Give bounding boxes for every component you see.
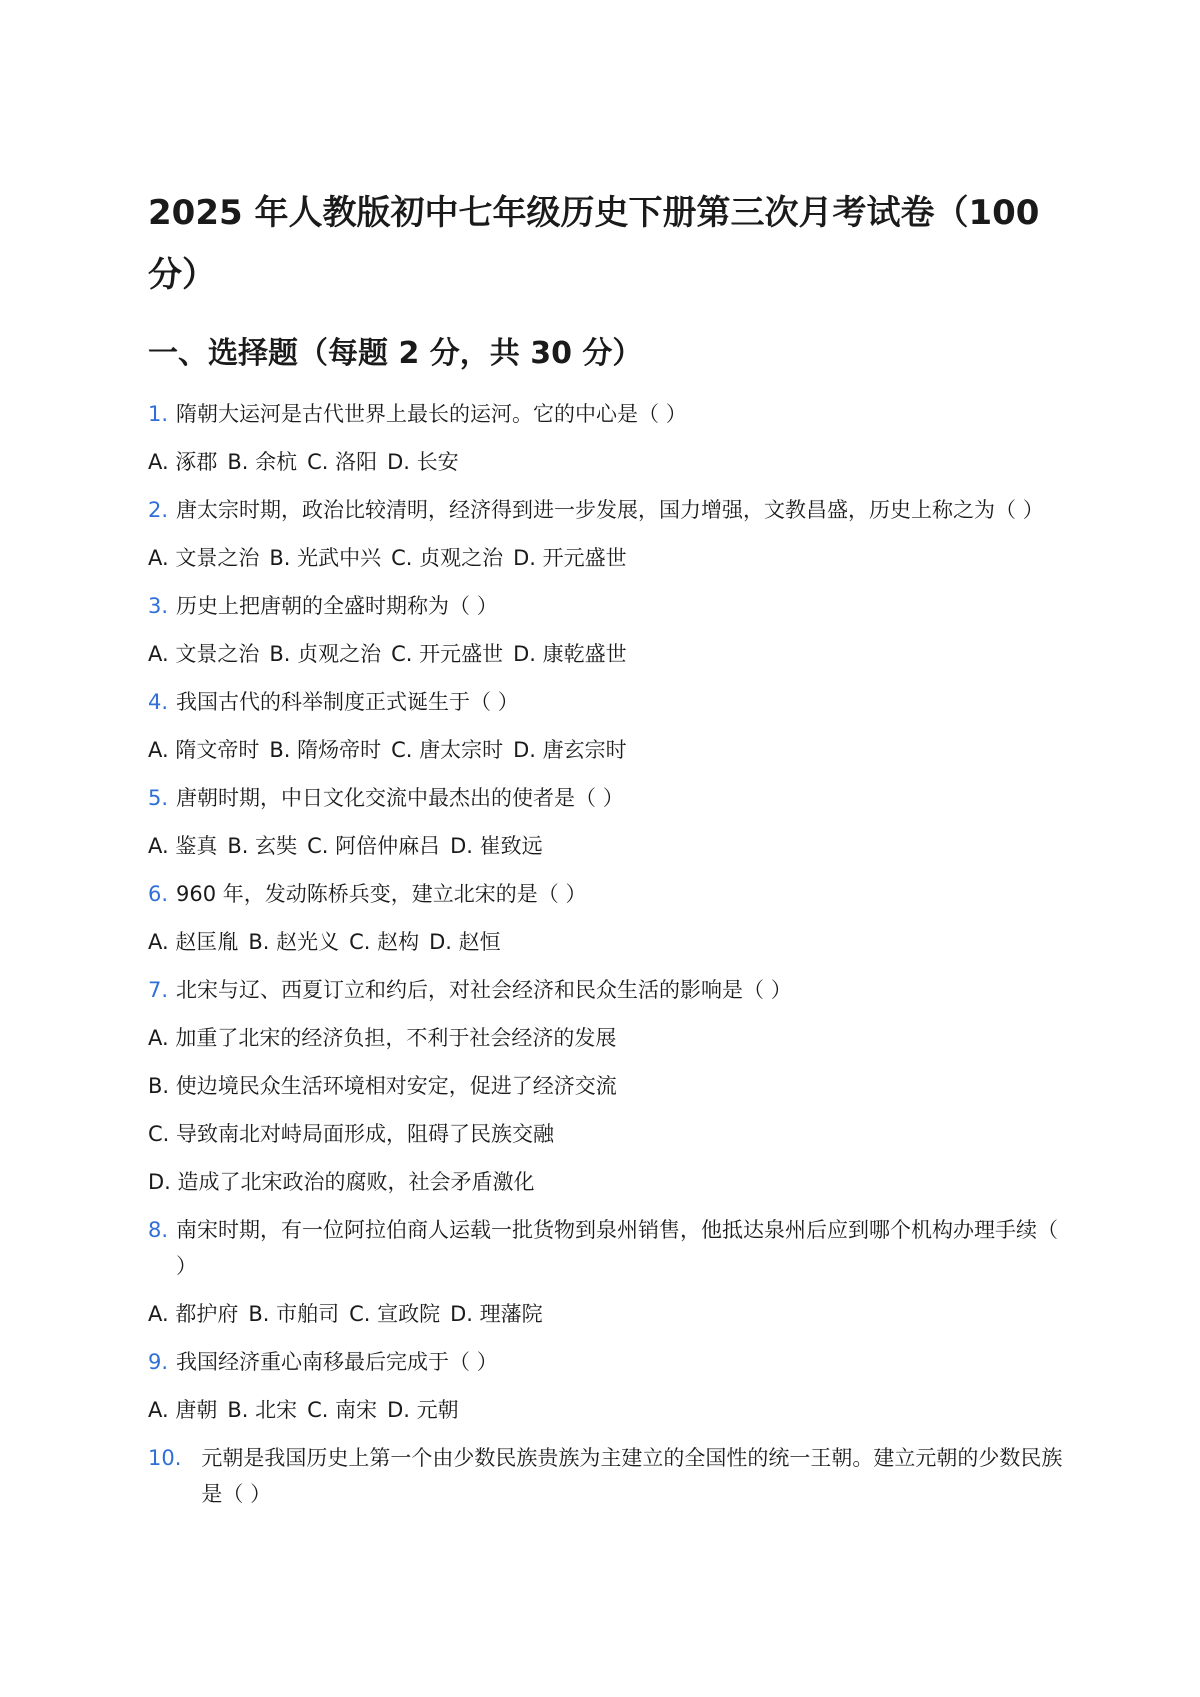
question-4-options (148, 732, 1068, 768)
option-b[interactable]: B. 光武中兴 (269, 546, 382, 570)
question-text: 唐太宗时期，政治比较清明，经济得到进一步发展，国力增强，文教昌盛，历史上称之为（ ） (176, 498, 1044, 522)
question-3-options (148, 636, 1068, 672)
question-number: 4. (148, 690, 169, 714)
option-c[interactable]: C. 唐太宗时 (391, 738, 504, 762)
question-3 (148, 588, 1068, 624)
option-b[interactable]: B. 余杭 (227, 450, 298, 474)
question-text: 历史上把唐朝的全盛时期称为（ ） (176, 594, 498, 618)
option-c[interactable]: C. 导致南北对峙局面形成，阻碍了民族交融 (148, 1122, 555, 1146)
option-a[interactable]: A. 隋文帝时 (148, 738, 260, 762)
section-heading-multiple-choice: 一、选择题（每题 2 分，共 30 分） (148, 336, 643, 371)
question-1-options (148, 444, 1068, 480)
question-number: 9. (148, 1350, 169, 1374)
option-d[interactable]: D. 长安 (387, 450, 459, 474)
option-d[interactable]: D. 赵恒 (429, 930, 501, 954)
option-a[interactable]: A. 文景之治 (148, 642, 260, 666)
question-5-options (148, 828, 1068, 864)
option-a[interactable]: A. 鉴真 (148, 834, 218, 858)
option-b[interactable]: B. 贞观之治 (269, 642, 382, 666)
question-6-options (148, 924, 1068, 960)
question-4 (148, 684, 1068, 720)
question-number: 1. (148, 402, 169, 426)
question-6 (148, 876, 1068, 912)
question-text: 南宋时期，有一位阿拉伯商人运载一批货物到泉州销售，他抵达泉州后应到哪个机构办理手续（ ） (176, 1218, 1059, 1278)
question-list (148, 396, 1068, 1524)
question-2-options (148, 540, 1068, 576)
question-1 (148, 396, 1068, 432)
option-d[interactable]: D. 唐玄宗时 (513, 738, 627, 762)
option-d[interactable]: D. 崔致远 (450, 834, 543, 858)
question-number: 5. (148, 786, 169, 810)
question-number: 6. (148, 882, 169, 906)
option-d[interactable]: D. 理藩院 (450, 1302, 543, 1326)
option-a[interactable]: A. 唐朝 (148, 1398, 218, 1422)
question-number: 10. (148, 1446, 182, 1470)
question-number: 8. (148, 1218, 169, 1242)
exam-title: 2025 年人教版初中七年级历史下册第三次月考试卷（100 分） (148, 193, 1040, 295)
option-a[interactable]: A. 都护府 (148, 1302, 239, 1326)
question-5 (148, 780, 1068, 816)
option-b[interactable]: B. 赵光义 (248, 930, 340, 954)
option-b[interactable]: B. 市舶司 (248, 1302, 340, 1326)
option-d[interactable]: D. 元朝 (387, 1398, 459, 1422)
question-9 (148, 1344, 1068, 1380)
option-a[interactable]: A. 赵匡胤 (148, 930, 239, 954)
question-text: 唐朝时期，中日文化交流中最杰出的使者是（ ） (176, 786, 624, 810)
question-8 (148, 1212, 1068, 1284)
option-a[interactable]: A. 加重了北宋的经济负担，不利于社会经济的发展 (148, 1026, 617, 1050)
question-2 (148, 492, 1068, 528)
option-b[interactable]: B. 隋炀帝时 (269, 738, 382, 762)
question-text: 我国古代的科举制度正式诞生于（ ） (176, 690, 519, 714)
question-8-options (148, 1296, 1068, 1332)
option-c[interactable]: C. 阿倍仲麻吕 (307, 834, 441, 858)
question-text: 北宋与辽、西夏订立和约后，对社会经济和民众生活的影响是（ ） (176, 978, 792, 1002)
question-number: 3. (148, 594, 169, 618)
option-c[interactable]: C. 南宋 (307, 1398, 378, 1422)
option-a[interactable]: A. 文景之治 (148, 546, 260, 570)
question-7 (148, 972, 1068, 1008)
question-text: 元朝是我国历史上第一个由少数民族贵族为主建立的全国性的统一王朝。建立元朝的少数民族是（ ） (201, 1446, 1063, 1506)
question-text: 隋朝大运河是古代世界上最长的运河。它的中心是（ ） (176, 402, 687, 426)
question-number: 2. (148, 498, 169, 522)
option-b[interactable]: B. 北宋 (227, 1398, 298, 1422)
question-text: 我国经济重心南移最后完成于（ ） (176, 1350, 498, 1374)
option-d[interactable]: D. 造成了北宋政治的腐败，社会矛盾激化 (148, 1170, 535, 1194)
option-b[interactable]: B. 玄奘 (227, 834, 298, 858)
option-c[interactable]: C. 开元盛世 (391, 642, 504, 666)
question-number: 7. (148, 978, 169, 1002)
option-c[interactable]: C. 宣政院 (349, 1302, 441, 1326)
option-c[interactable]: C. 洛阳 (307, 450, 378, 474)
question-9-options (148, 1392, 1068, 1428)
option-c[interactable]: C. 贞观之治 (391, 546, 504, 570)
option-b[interactable]: B. 使边境民众生活环境相对安定，促进了经济交流 (148, 1074, 617, 1098)
question-text: 960 年，发动陈桥兵变，建立北宋的是（ ） (176, 882, 587, 906)
option-a[interactable]: A. 涿郡 (148, 450, 218, 474)
option-c[interactable]: C. 赵构 (349, 930, 420, 954)
option-d[interactable]: D. 开元盛世 (513, 546, 627, 570)
question-10 (148, 1440, 1068, 1512)
option-d[interactable]: D. 康乾盛世 (513, 642, 627, 666)
